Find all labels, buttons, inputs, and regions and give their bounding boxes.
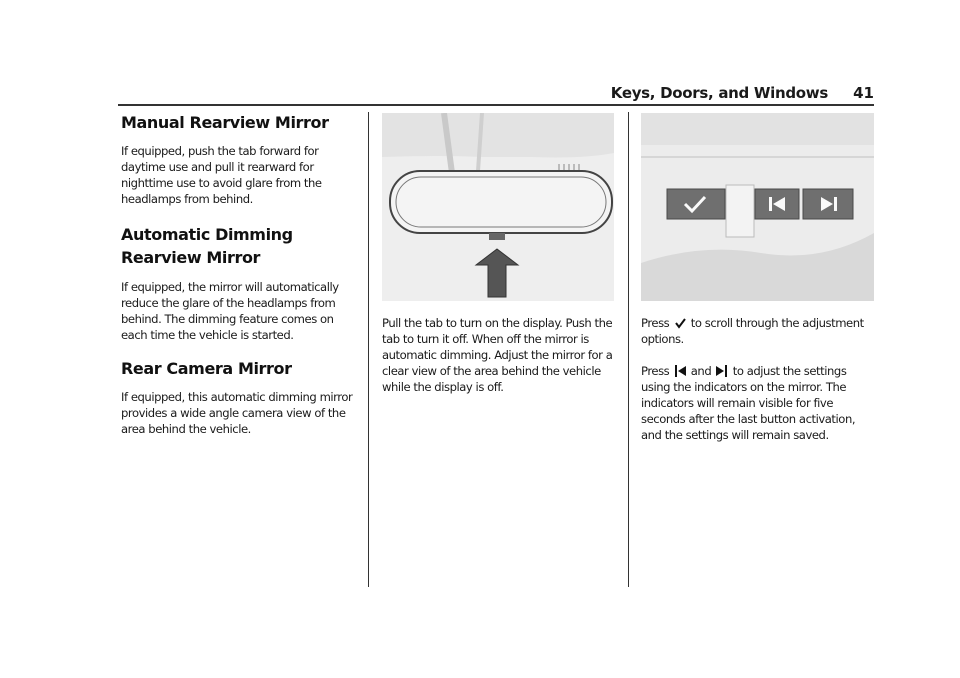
skip-next-icon xyxy=(716,365,727,377)
section-text: If equipped, this automatic dimming mirror provides a wide angle camera view of the area behind the vehicle. xyxy=(121,390,353,436)
column-3 xyxy=(641,113,877,459)
body-text: Pull the tab to turn on the display. Push the tab to turn it off. When off the mirror is automatic dimming. Adjust the mirror for a clear view of the area behind the vehicle while the display is off. xyxy=(382,316,613,394)
page-number: 41 xyxy=(853,84,874,102)
column-2 xyxy=(382,113,616,411)
instruction-text xyxy=(641,363,877,443)
instruction-rest: to scroll through the adjustment options. xyxy=(641,316,864,346)
header-title: Keys, Doors, and Windows xyxy=(610,84,828,102)
section-heading: Manual Rearview Mirror xyxy=(121,113,329,132)
instruction-rest: to adjust the settings using the indicators on the mirror. The indicators will remain visible for five seconds after the last button activation, and the settings will remain saved. xyxy=(641,364,856,442)
press-label: Press xyxy=(641,316,670,330)
mirror-buttons-illustration xyxy=(641,113,874,301)
section-heading: Rear Camera Mirror xyxy=(121,359,292,378)
section-text: If equipped, push the tab forward for daytime use and pull it rearward for nighttime use to avoid glare from the headlamps from behind. xyxy=(121,144,322,206)
page-header xyxy=(118,84,874,106)
column-1 xyxy=(121,113,357,453)
section-text: If equipped, the mirror will automatically reduce the glare of the headlamps from behind. The dimming feature comes on each time the vehicle is started. xyxy=(121,280,339,342)
column-divider xyxy=(368,112,369,587)
section-heading: Automatic Dimming Rearview Mirror xyxy=(121,225,293,267)
and-label: and xyxy=(690,364,712,378)
column-divider xyxy=(628,112,629,587)
rearview-mirror-illustration xyxy=(382,113,614,301)
checkmark-icon xyxy=(675,318,686,329)
skip-previous-icon xyxy=(675,365,686,377)
press-label: Press xyxy=(641,364,670,378)
instruction-text xyxy=(641,315,877,347)
